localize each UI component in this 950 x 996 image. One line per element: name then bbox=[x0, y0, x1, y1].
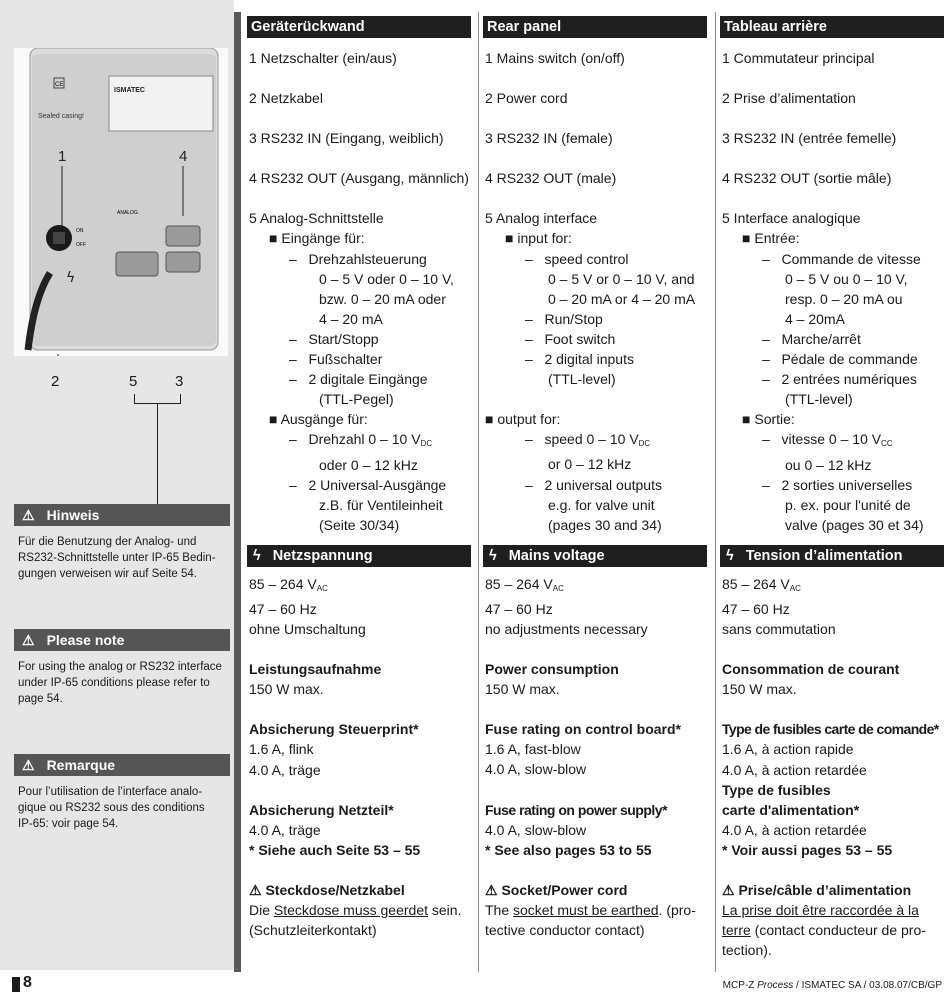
vertical-bar bbox=[234, 12, 241, 972]
sub-item: Run/Stop bbox=[544, 310, 603, 327]
underlined-text: terre bbox=[722, 922, 751, 939]
list-item: 2 Power cord bbox=[485, 90, 568, 107]
subheading: Fuse rating on power supply* bbox=[485, 801, 668, 818]
value-text: 4.0 A, träge bbox=[249, 821, 321, 838]
list-item: 2 Prise d’alimentation bbox=[722, 90, 856, 107]
bullet-icon: ■ bbox=[269, 230, 282, 247]
sub-item: (Seite 30/34) bbox=[319, 516, 400, 533]
callout-5: 5 bbox=[129, 373, 138, 390]
list-item: 4 RS232 OUT (Ausgang, männlich) bbox=[249, 170, 469, 187]
sub-item: 2 entrées numériques bbox=[781, 371, 917, 388]
sub-item: e.g. for valve unit bbox=[548, 496, 655, 513]
sub-item: (TTL-level) bbox=[548, 371, 616, 388]
reference-note: * Voir aussi pages 53 – 55 bbox=[722, 841, 893, 858]
list-item: 2 Netzkabel bbox=[249, 90, 323, 107]
value-text: 1.6 A, flink bbox=[249, 741, 314, 758]
bullet-label: output for: bbox=[497, 411, 561, 428]
sub-item: z.B. für Ventileinheit bbox=[319, 496, 443, 513]
svg-text:ϟ: ϟ bbox=[66, 270, 76, 286]
list-item: 5 Analog interface bbox=[485, 210, 598, 227]
list-item: 3 RS232 IN (female) bbox=[485, 130, 613, 147]
sub-item: vitesse 0 – 10 V bbox=[781, 431, 882, 448]
dash-icon: – bbox=[525, 476, 545, 493]
subheading: ⚠ Socket/Power cord bbox=[485, 881, 628, 898]
sub-item: or 0 – 12 kHz bbox=[548, 456, 632, 473]
bullet-label: input for: bbox=[517, 230, 572, 247]
footer-part: Process bbox=[757, 980, 794, 991]
bullet-icon: ■ bbox=[485, 411, 498, 428]
body-text: tection). bbox=[722, 942, 772, 959]
frequency-value: 47 – 60 Hz bbox=[722, 600, 790, 617]
column-german bbox=[249, 16, 471, 940]
voltage-value: 85 – 264 V bbox=[485, 575, 553, 592]
voltage-note: sans commutation bbox=[722, 621, 836, 638]
body-text: Die bbox=[249, 902, 274, 918]
analog-label: ANALOG bbox=[117, 210, 138, 216]
dash-icon: – bbox=[762, 476, 782, 493]
body-text: sein. bbox=[428, 902, 462, 918]
sub-item: 0 – 5 V ou 0 – 10 V, bbox=[785, 270, 908, 287]
leader-line bbox=[180, 394, 181, 403]
list-item: 1 Netzschalter (ein/aus) bbox=[249, 50, 397, 66]
subheading: Leistungsaufnahme bbox=[249, 661, 382, 678]
frequency-value: 47 – 60 Hz bbox=[249, 600, 317, 617]
off-label: OFF bbox=[76, 242, 86, 248]
page-number: 8 bbox=[23, 974, 32, 991]
body-text: . (pro- bbox=[658, 901, 696, 918]
note-title: Hinweis bbox=[46, 507, 100, 523]
on-label: ON bbox=[76, 228, 84, 234]
column-french bbox=[722, 16, 944, 960]
dash-icon: – bbox=[525, 330, 545, 347]
dash-icon: – bbox=[525, 250, 545, 267]
lightning-icon: ϟ bbox=[489, 547, 497, 564]
list-item: 3 RS232 IN (entrée femelle) bbox=[722, 130, 897, 147]
column-english bbox=[485, 16, 707, 940]
dash-icon: – bbox=[762, 371, 782, 388]
sub-item: bzw. 0 – 20 mA oder bbox=[319, 290, 446, 307]
dash-icon: – bbox=[525, 351, 545, 368]
sub-item: Marche/arrêt bbox=[781, 330, 861, 347]
footer-marker bbox=[12, 977, 20, 992]
sub-item: 2 digitale Eingänge bbox=[308, 371, 428, 388]
sub-item: Pédale de commande bbox=[781, 351, 918, 368]
body-text: (contact conducteur de pro- bbox=[750, 922, 926, 939]
subheading: Type de fusibles carte de comande* bbox=[722, 721, 939, 738]
list-item: 5 Analog-Schnittstelle bbox=[249, 210, 384, 227]
subheading: Absicherung Steuerprint* bbox=[249, 721, 419, 738]
sub-item: 0 – 5 V or 0 – 10 V, and bbox=[548, 270, 695, 287]
note-title: Please note bbox=[46, 632, 125, 648]
value-text: 4.0 A, à action retardée bbox=[722, 821, 867, 838]
sealed-label: Sealed casing! bbox=[38, 113, 84, 120]
dash-icon: – bbox=[289, 371, 309, 388]
subheading: Type de fusibles bbox=[722, 781, 831, 798]
dash-icon: – bbox=[289, 431, 309, 448]
dash-icon: – bbox=[762, 250, 782, 267]
voltage-value: 85 – 264 V bbox=[249, 575, 317, 592]
value-text: 150 W max. bbox=[249, 681, 324, 698]
note-text: under IP-65 conditions please refer to bbox=[18, 677, 210, 689]
sub-item: valve (pages 30 et 34) bbox=[785, 516, 924, 533]
dash-icon: – bbox=[289, 476, 309, 493]
subscript: AC bbox=[789, 583, 801, 593]
callout-2: 2 bbox=[51, 373, 60, 390]
leader-line bbox=[134, 394, 135, 403]
value-text: 4.0 A, slow-blow bbox=[485, 821, 587, 838]
note-text: IP-65: voir page 54. bbox=[18, 818, 119, 830]
bullet-label: Sortie: bbox=[754, 411, 795, 428]
value-text: 150 W max. bbox=[485, 681, 560, 698]
column-separator bbox=[715, 12, 716, 972]
dash-icon: – bbox=[289, 351, 309, 368]
section-heading: Mains voltage bbox=[508, 547, 605, 564]
underlined-text: Steckdose muss geerdet bbox=[273, 902, 428, 918]
section-heading: Geräterückwand bbox=[247, 16, 471, 38]
subscript: DC bbox=[420, 439, 433, 449]
rear-panel-photo bbox=[14, 48, 228, 356]
sub-item: 0 – 5 V oder 0 – 10 V, bbox=[319, 270, 454, 287]
dash-icon: – bbox=[762, 431, 782, 448]
body-text: (Schutzleiterkontakt) bbox=[249, 922, 377, 939]
footer-text bbox=[723, 980, 942, 991]
value-text: 150 W max. bbox=[722, 681, 797, 698]
dash-icon: – bbox=[762, 351, 782, 368]
leader-line bbox=[157, 403, 158, 504]
note-text: gique ou RS232 sous des conditions bbox=[18, 802, 205, 814]
ce-mark: CE bbox=[55, 82, 64, 88]
value-text: 4.0 A, à action retardée bbox=[722, 761, 867, 778]
callout-1: 1 bbox=[58, 148, 67, 165]
value-text: 4.0 A, slow-blow bbox=[485, 761, 587, 778]
sub-item: ou 0 – 12 kHz bbox=[785, 456, 872, 473]
note-text: gungen verweisen wir auf Seite 54. bbox=[18, 568, 197, 580]
list-item: 4 RS232 OUT (sortie mâle) bbox=[722, 170, 892, 187]
subscript: CC bbox=[881, 439, 893, 449]
reference-note: * See also pages 53 to 55 bbox=[485, 841, 652, 858]
sub-item: 2 Universal-Ausgänge bbox=[308, 476, 447, 493]
sub-item: 2 digital inputs bbox=[544, 351, 634, 368]
subheading: Consommation de courant bbox=[722, 661, 900, 678]
note-text: page 54. bbox=[18, 693, 63, 705]
value-text: 1.6 A, à action rapide bbox=[722, 741, 854, 758]
voltage-note: no adjustments necessary bbox=[485, 620, 648, 637]
sub-item: p. ex. pour l'unité de bbox=[785, 496, 911, 513]
voltage-value: 85 – 264 V bbox=[722, 575, 790, 592]
section-heading: Netzspannung bbox=[272, 547, 373, 564]
subheading: Fuse rating on control board* bbox=[485, 721, 682, 738]
sub-item: Start/Stopp bbox=[308, 330, 379, 347]
sub-item: 2 sorties universelles bbox=[781, 476, 913, 493]
value-text: 4.0 A, träge bbox=[249, 761, 321, 778]
callout-3: 3 bbox=[175, 373, 184, 390]
bullet-label: Eingänge für: bbox=[281, 230, 365, 247]
note-hinweis bbox=[14, 504, 230, 582]
subheading: Absicherung Netzteil* bbox=[249, 801, 394, 818]
frequency-value: 47 – 60 Hz bbox=[485, 600, 553, 617]
dash-icon: – bbox=[289, 330, 309, 347]
note-text: For using the analog or RS232 interface bbox=[18, 661, 222, 673]
note-text: Für die Benutzung der Analog- und bbox=[18, 536, 197, 548]
subheading: ⚠ Steckdose/Netzkabel bbox=[249, 881, 405, 898]
bullet-icon: ■ bbox=[742, 230, 755, 247]
sub-item: speed 0 – 10 V bbox=[544, 431, 639, 448]
sub-item: 4 – 20 mA bbox=[319, 310, 383, 327]
sub-item: Foot switch bbox=[544, 330, 616, 347]
warning-icon: ⚠ bbox=[22, 632, 35, 648]
voltage-note: ohne Umschaltung bbox=[249, 621, 366, 638]
sub-item: (TTL-Pegel) bbox=[319, 391, 394, 408]
list-item: 1 Commutateur principal bbox=[722, 50, 875, 66]
subheading: Power consumption bbox=[485, 661, 619, 678]
note-text: Pour l’utilisation de l’interface analo- bbox=[18, 786, 203, 798]
sub-item: resp. 0 – 20 mA ou bbox=[785, 290, 903, 307]
lightning-icon: ϟ bbox=[253, 547, 261, 564]
subheading: ⚠ Prise/câble d’alimentation bbox=[722, 882, 912, 898]
subscript: AC bbox=[552, 583, 564, 593]
list-item: 1 Mains switch (on/off) bbox=[485, 50, 625, 66]
bullet-label: Entrée: bbox=[754, 230, 800, 247]
sub-item: (TTL-level) bbox=[785, 391, 853, 408]
dash-icon: – bbox=[289, 250, 309, 267]
list-item: 3 RS232 IN (Eingang, weiblich) bbox=[249, 130, 444, 147]
list-item: 5 Interface analogique bbox=[722, 210, 861, 227]
dash-icon: – bbox=[762, 330, 782, 347]
subheading: carte d'alimentation* bbox=[722, 801, 860, 818]
sub-item: speed control bbox=[544, 250, 629, 267]
warning-icon: ⚠ bbox=[22, 507, 35, 523]
section-heading: Tension d’alimentation bbox=[745, 547, 903, 564]
bullet-icon: ■ bbox=[269, 411, 281, 428]
note-please bbox=[14, 629, 230, 707]
dash-icon: – bbox=[525, 431, 545, 448]
brand-label: ISMATEC bbox=[114, 87, 145, 94]
list-item: 4 RS232 OUT (male) bbox=[485, 170, 617, 187]
sub-item: 2 universal outputs bbox=[544, 476, 662, 493]
value-text: 1.6 A, fast-blow bbox=[485, 741, 581, 758]
reference-note: * Siehe auch Seite 53 – 55 bbox=[249, 841, 421, 858]
underlined-text: socket must be earthed bbox=[513, 901, 659, 918]
note-remarque bbox=[14, 754, 230, 832]
note-text: RS232-Schnittstelle unter IP-65 Bedin- bbox=[18, 552, 216, 564]
underlined-text: La prise doit être raccordée à la bbox=[722, 902, 919, 919]
body-text: tective conductor contact) bbox=[485, 922, 645, 938]
sub-item: Commande de vitesse bbox=[781, 250, 921, 267]
bullet-label: Ausgänge für: bbox=[280, 411, 368, 428]
footer-part: MCP-Z bbox=[722, 980, 758, 991]
bullet-icon: ■ bbox=[505, 230, 518, 247]
sub-item: 0 – 20 mA or 4 – 20 mA bbox=[548, 290, 696, 307]
body-text: The bbox=[485, 901, 514, 918]
lightning-icon: ϟ bbox=[726, 547, 734, 564]
section-heading: Tableau arrière bbox=[720, 16, 944, 38]
column-separator bbox=[478, 12, 479, 972]
subscript: AC bbox=[316, 583, 328, 593]
note-title: Remarque bbox=[46, 757, 116, 773]
sub-item: Fußschalter bbox=[308, 351, 383, 368]
warning-icon: ⚠ bbox=[22, 757, 35, 773]
section-heading: Rear panel bbox=[483, 16, 707, 38]
sub-item: Drehzahl 0 – 10 V bbox=[308, 431, 421, 448]
sub-item: oder 0 – 12 kHz bbox=[319, 456, 418, 473]
sub-item: Drehzahlsteuerung bbox=[308, 250, 427, 267]
subscript: DC bbox=[638, 439, 651, 449]
bullet-icon: ■ bbox=[742, 411, 755, 428]
callout-4: 4 bbox=[179, 148, 188, 165]
dash-icon: – bbox=[525, 310, 545, 327]
sub-item: 4 – 20mA bbox=[785, 310, 845, 327]
sub-item: (pages 30 and 34) bbox=[548, 516, 662, 533]
footer-part: / ISMATEC SA / 03.08.07/CB/GP bbox=[793, 980, 942, 991]
